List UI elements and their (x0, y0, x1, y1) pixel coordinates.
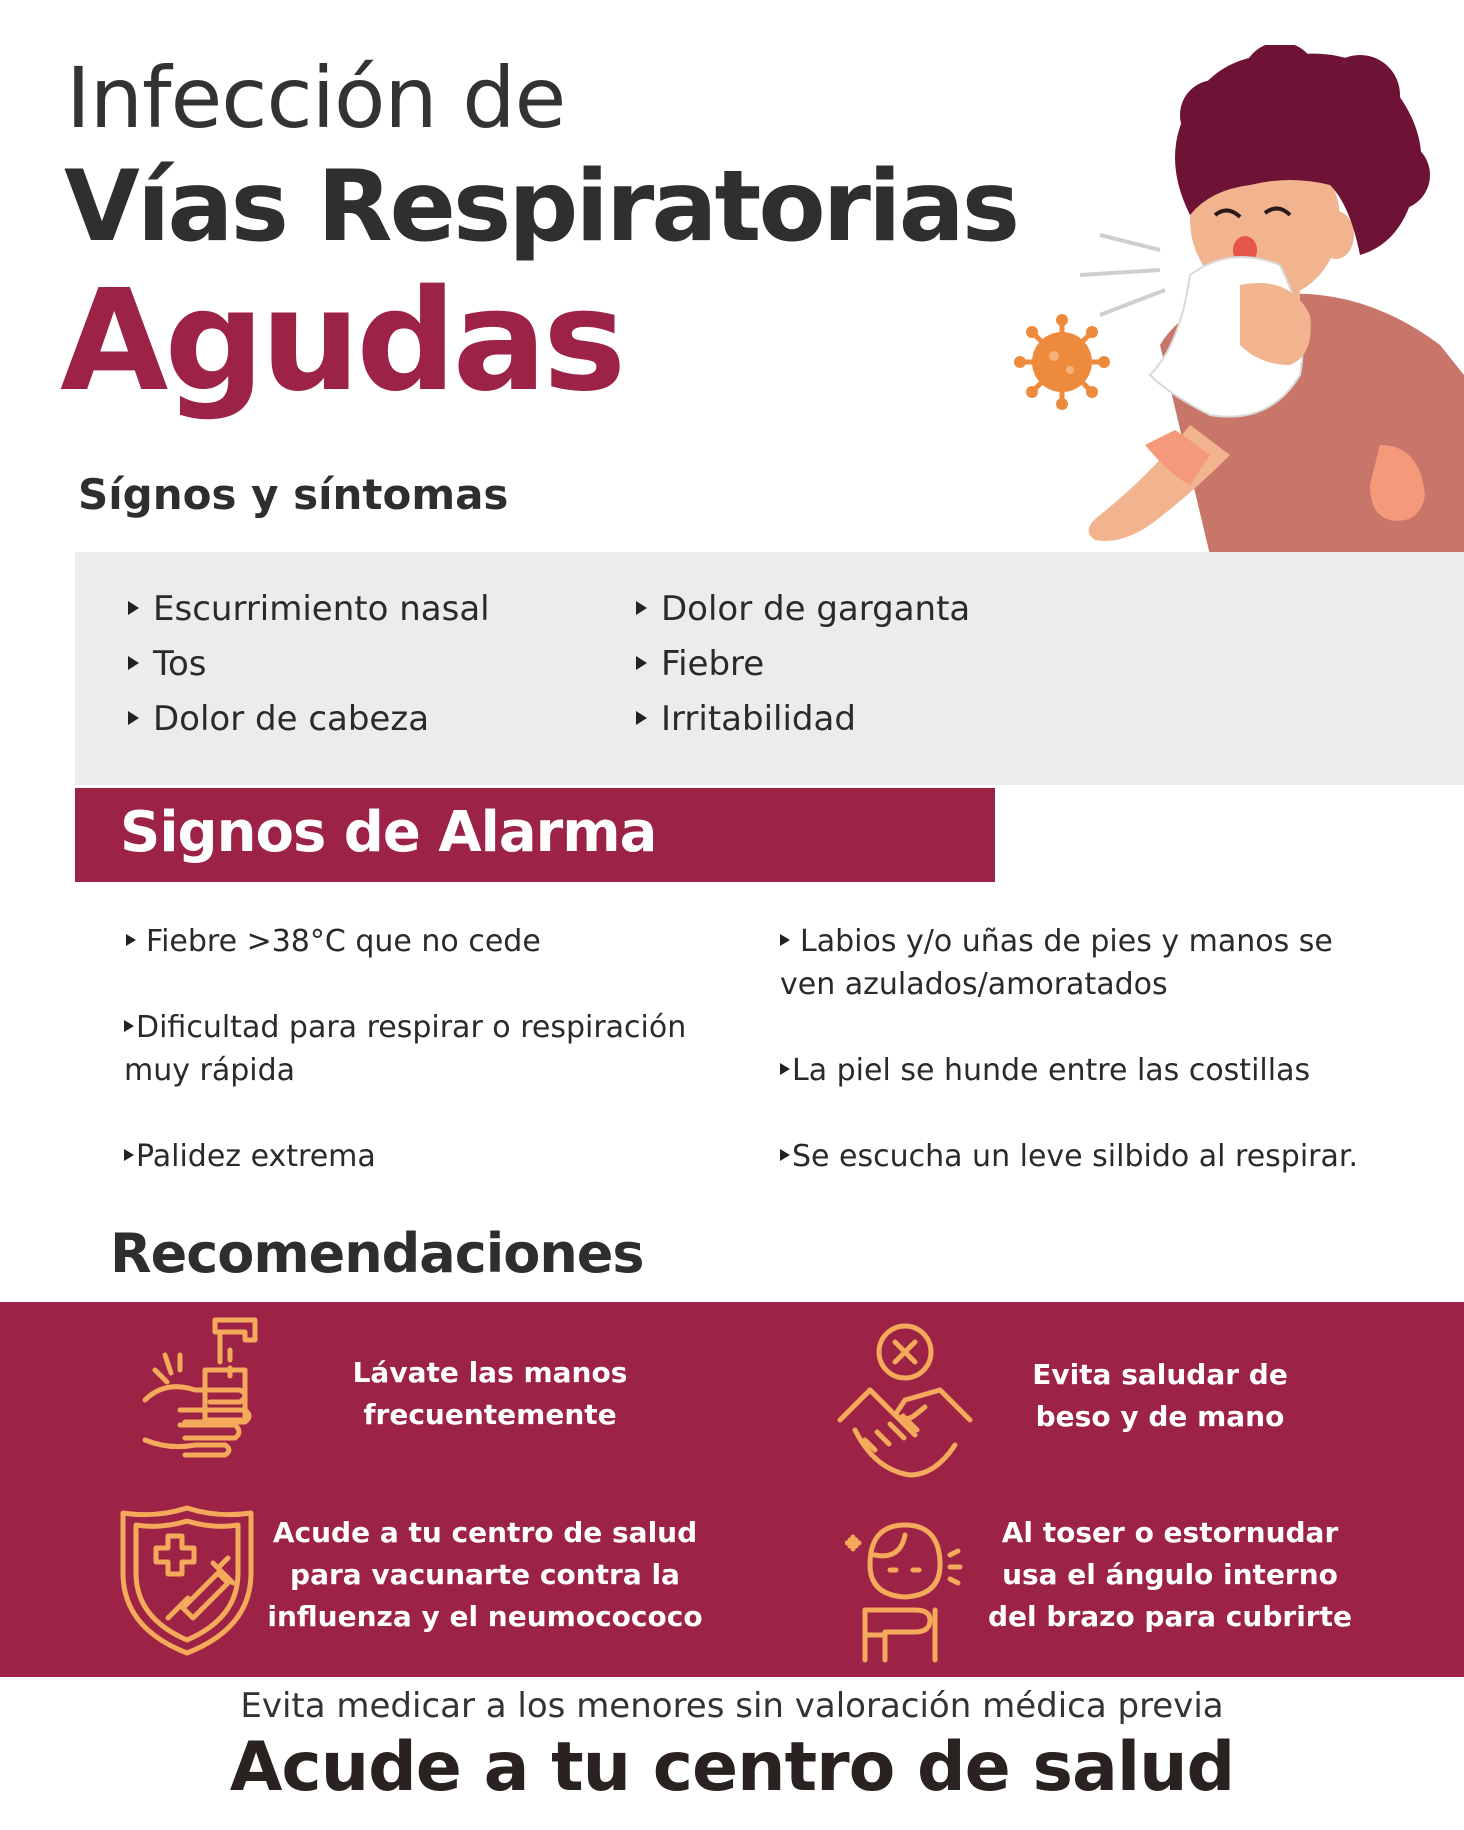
list-item: Se escucha un leve silbido al respirar. (780, 1135, 1460, 1178)
symptoms-panel (75, 552, 1464, 785)
recommendation-text: Lávate las manos frecuentemente (352, 1356, 628, 1431)
bullet-triangle-icon (128, 601, 139, 615)
bullet-triangle-icon (636, 601, 647, 615)
bullet-triangle-icon (126, 934, 136, 946)
bullet-triangle-icon (780, 1149, 790, 1161)
bullet-triangle-icon (636, 656, 647, 670)
bullet-triangle-icon (124, 1149, 134, 1161)
symptoms-heading: Sígnos y síntomas (78, 470, 509, 519)
list-item: Fiebre (636, 647, 764, 681)
list-item: Irritabilidad (636, 702, 856, 736)
recommendations-heading: Recomendaciones (110, 1222, 644, 1285)
list-item: La piel se hunde entre las costillas (780, 1049, 1440, 1092)
title-line-3: Agudas (60, 260, 623, 423)
bullet-triangle-icon (128, 711, 139, 725)
no-handshake-icon (835, 1320, 975, 1485)
hand-wash-icon (135, 1310, 275, 1460)
list-item: Fiebre >38°C que no cede (126, 920, 746, 963)
vaccine-shield-icon (118, 1503, 256, 1658)
alarm-heading: Signos de Alarma (120, 800, 657, 865)
title-line-1: Infección de (66, 49, 566, 147)
list-item: Dolor de cabeza (128, 702, 429, 736)
virus-icon (1012, 312, 1112, 412)
list-item: Dificultad para respirar o respiración muy rápida (124, 1010, 687, 1088)
bullet-triangle-icon (124, 1020, 134, 1032)
footer-cta: Acude a tu centro de salud (229, 1728, 1235, 1807)
bullet-triangle-icon (780, 934, 790, 946)
footer-note: Evita medicar a los menores sin valoración médica previa (240, 1686, 1224, 1726)
list-item: Labios y/o uñas de pies y manos se ven azulados/amoratados (780, 924, 1333, 1002)
list-item: Tos (128, 647, 207, 681)
bullet-triangle-icon (128, 656, 139, 670)
recommendation-text: Acude a tu centro de salud para vacunarte contra la influenza y el neumocococo (267, 1516, 703, 1633)
sneeze-elbow-icon (845, 1515, 965, 1665)
recommendation-text: Al toser o estornudar usa el ángulo interno del brazo para cubrirte (988, 1516, 1352, 1633)
list-item: Dolor de garganta (636, 592, 970, 626)
bullet-triangle-icon (636, 711, 647, 725)
bullet-triangle-icon (780, 1063, 790, 1075)
list-item: Escurrimiento nasal (128, 592, 490, 626)
list-item: Palidez extrema (124, 1135, 744, 1178)
recommendation-text: Evita saludar de beso y de mano (1032, 1358, 1288, 1433)
sneezing-person-illustration (1040, 45, 1464, 555)
title-line-2: Vías Respiratorias (64, 150, 1018, 264)
